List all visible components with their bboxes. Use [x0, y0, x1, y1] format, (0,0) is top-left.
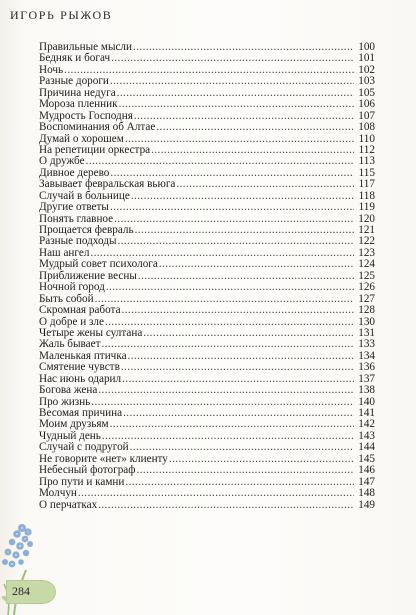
toc-entry-page: 141 — [358, 407, 375, 419]
toc-entry-page: 147 — [358, 475, 375, 488]
toc-entry-title: Нас июнь одарил — [39, 372, 122, 385]
toc-leader-dots — [137, 465, 354, 476]
toc-entry-page: 137 — [358, 372, 375, 385]
toc-leader-dots — [117, 236, 354, 247]
toc-entry-page: 100 — [358, 41, 375, 53]
toc-entry — [39, 53, 375, 64]
toc-leader-dots — [110, 76, 354, 87]
toc-entry-title: Причина недуга — [39, 86, 116, 99]
toc-entry-title: Ночной город — [39, 281, 105, 294]
toc-entry-title: Богова жена — [39, 384, 98, 397]
toc-leader-dots — [123, 408, 354, 419]
toc-entry-title: Думай о хорошем — [39, 132, 124, 145]
toc-leader-dots — [122, 374, 354, 385]
toc-entry-title: На репетиции оркестра — [39, 143, 151, 156]
toc-entry-title: Мороза пленник — [39, 98, 118, 111]
toc-leader-dots — [110, 202, 354, 213]
toc-leader-dots — [91, 397, 354, 408]
toc-entry-title: Чудный день — [39, 429, 101, 442]
table-of-contents — [39, 42, 375, 511]
toc-entry-title: Приближение весны — [39, 269, 137, 282]
toc-entry-page: 145 — [358, 452, 375, 465]
toc-entry-page: 118 — [358, 189, 375, 202]
toc-entry-title: Разные дороги — [39, 75, 109, 88]
toc-entry-title: Про пути и камни — [39, 475, 125, 488]
toc-entry-title: Случай в больнице — [39, 189, 130, 202]
toc-entry-page: 112 — [358, 143, 375, 156]
toc-entry-page: 105 — [358, 86, 375, 99]
toc-entry-page: 127 — [358, 292, 375, 305]
toc-entry-page: 120 — [358, 212, 375, 225]
toc-entry-page: 106 — [358, 98, 375, 111]
toc-entry-page: 107 — [358, 109, 375, 122]
toc-entry-page: 144 — [358, 441, 375, 454]
toc-entry-title: Разные подходы — [39, 235, 117, 248]
toc-leader-dots — [98, 500, 354, 511]
toc-leader-dots — [143, 328, 354, 339]
toc-entry-title: Молчун — [39, 487, 77, 500]
toc-entry-title: Мудрый совет психолога — [39, 258, 158, 271]
toc-leader-dots — [110, 419, 354, 430]
toc-entry-title: Воспоминания об Алтае — [39, 121, 156, 134]
toc-entry-title: Быть собой — [39, 292, 94, 305]
toc-entry — [39, 465, 375, 476]
toc-entry-page: 115 — [358, 166, 375, 179]
toc-entry-title: Другие ответы — [39, 201, 109, 214]
toc-entry — [39, 179, 375, 190]
toc-entry-title: О добре и зле — [39, 315, 104, 328]
toc-entry-page: 138 — [358, 384, 375, 397]
toc-leader-dots — [105, 317, 354, 328]
toc-entry-page: 124 — [358, 258, 375, 271]
toc-entry-title: Скромная работа — [39, 304, 121, 317]
toc-entry-page: 113 — [358, 155, 375, 168]
toc-entry-title: Завывает февральская вьюга — [39, 178, 176, 191]
toc-entry-title: Наш ангел — [39, 246, 90, 259]
toc-entry — [39, 488, 375, 499]
toc-entry-title: Четыре жены султана — [39, 326, 143, 339]
toc-entry-page: 143 — [358, 429, 375, 442]
toc-entry-page: 130 — [358, 315, 375, 328]
toc-entry — [39, 202, 375, 213]
toc-entry — [39, 385, 375, 396]
toc-entry-page: 121 — [358, 224, 375, 236]
toc-leader-dots — [121, 362, 354, 373]
toc-entry-title: Случай с подругой — [39, 441, 129, 454]
toc-entry — [39, 145, 375, 156]
toc-entry-page: 142 — [358, 418, 375, 431]
toc-leader-dots — [138, 271, 354, 282]
toc-entry-title: Мудрость Господня — [39, 109, 133, 122]
toc-leader-dots — [176, 179, 354, 190]
toc-entry-title: Про жизнь — [39, 395, 91, 408]
toc-entry-page: 134 — [358, 349, 375, 362]
toc-entry — [39, 282, 375, 293]
toc-leader-dots — [95, 294, 354, 305]
toc-entry-page: 123 — [358, 246, 375, 259]
toc-leader-dots — [125, 477, 354, 488]
toc-entry-page: 148 — [358, 487, 375, 500]
toc-leader-dots — [86, 156, 354, 167]
toc-leader-dots — [119, 99, 354, 110]
toc-leader-dots — [125, 134, 354, 145]
toc-leader-dots — [102, 431, 354, 442]
toc-entry-page: 140 — [358, 395, 375, 408]
toc-leader-dots — [128, 351, 354, 362]
toc-leader-dots — [156, 122, 354, 133]
toc-entry-title: Смятение чувств — [39, 361, 120, 374]
toc-entry-page: 125 — [358, 269, 375, 282]
toc-leader-dots — [98, 385, 354, 396]
toc-entry-page: 108 — [358, 121, 375, 134]
toc-entry-page: 131 — [358, 326, 375, 339]
toc-entry-title: О перчатках — [39, 498, 98, 511]
toc-leader-dots — [111, 53, 354, 64]
toc-entry-title: Ночь — [39, 63, 64, 76]
toc-entry-page: 103 — [358, 75, 375, 88]
toc-leader-dots — [159, 259, 354, 270]
toc-entry — [39, 362, 375, 373]
toc-entry-title: Моим друзьям — [39, 418, 109, 431]
running-head: ИГОРЬ РЫЖОВ — [10, 8, 113, 22]
toc-entry-title: Жаль бывает — [39, 338, 101, 351]
page-number: 284 — [12, 584, 30, 598]
toc-entry — [39, 236, 375, 247]
toc-entry-page: 101 — [358, 52, 375, 65]
toc-entry-page: 133 — [358, 338, 375, 351]
toc-entry-page: 126 — [358, 281, 375, 294]
toc-leader-dots — [117, 88, 354, 99]
toc-leader-dots — [133, 42, 354, 53]
toc-entry — [39, 500, 375, 511]
toc-leader-dots — [101, 339, 354, 350]
toc-entry — [39, 477, 375, 488]
toc-leader-dots — [122, 305, 354, 316]
toc-entry-title: О дружбе — [39, 155, 85, 168]
toc-entry — [39, 305, 375, 316]
toc-entry-page: 122 — [358, 235, 375, 248]
toc-leader-dots — [135, 225, 354, 236]
toc-entry-page: 119 — [358, 201, 375, 214]
toc-entry-page: 136 — [358, 361, 375, 374]
toc-entry-page: 146 — [358, 464, 375, 477]
toc-leader-dots — [134, 111, 354, 122]
toc-leader-dots — [151, 145, 354, 156]
toc-entry-title: Понять главное — [39, 212, 114, 225]
toc-entry-title: Не говорите «нет» клиенту — [39, 452, 168, 465]
toc-leader-dots — [131, 191, 354, 202]
toc-leader-dots — [169, 454, 354, 465]
toc-entry-title: Весомая причина — [39, 407, 123, 419]
toc-entry-page: 128 — [358, 304, 375, 317]
toc-entry-page: 110 — [358, 132, 375, 145]
toc-entry-title: Маленькая птичка — [39, 349, 127, 362]
toc-entry — [39, 122, 375, 133]
toc-entry-title: Бедняк и богач — [39, 52, 111, 65]
toc-entry — [39, 99, 375, 110]
toc-entry-title: Небесный фотограф — [39, 464, 136, 477]
toc-entry-page: 149 — [358, 498, 375, 511]
toc-leader-dots — [114, 214, 354, 225]
toc-leader-dots — [106, 282, 354, 293]
toc-leader-dots — [78, 488, 354, 499]
toc-entry-title: Прощается февраль — [39, 224, 134, 236]
toc-entry-page: 102 — [358, 63, 375, 76]
toc-entry-title: Дивное дерево — [39, 166, 110, 179]
toc-entry-page: 117 — [358, 178, 375, 191]
toc-entry-title: Правильные мысли — [39, 41, 132, 53]
